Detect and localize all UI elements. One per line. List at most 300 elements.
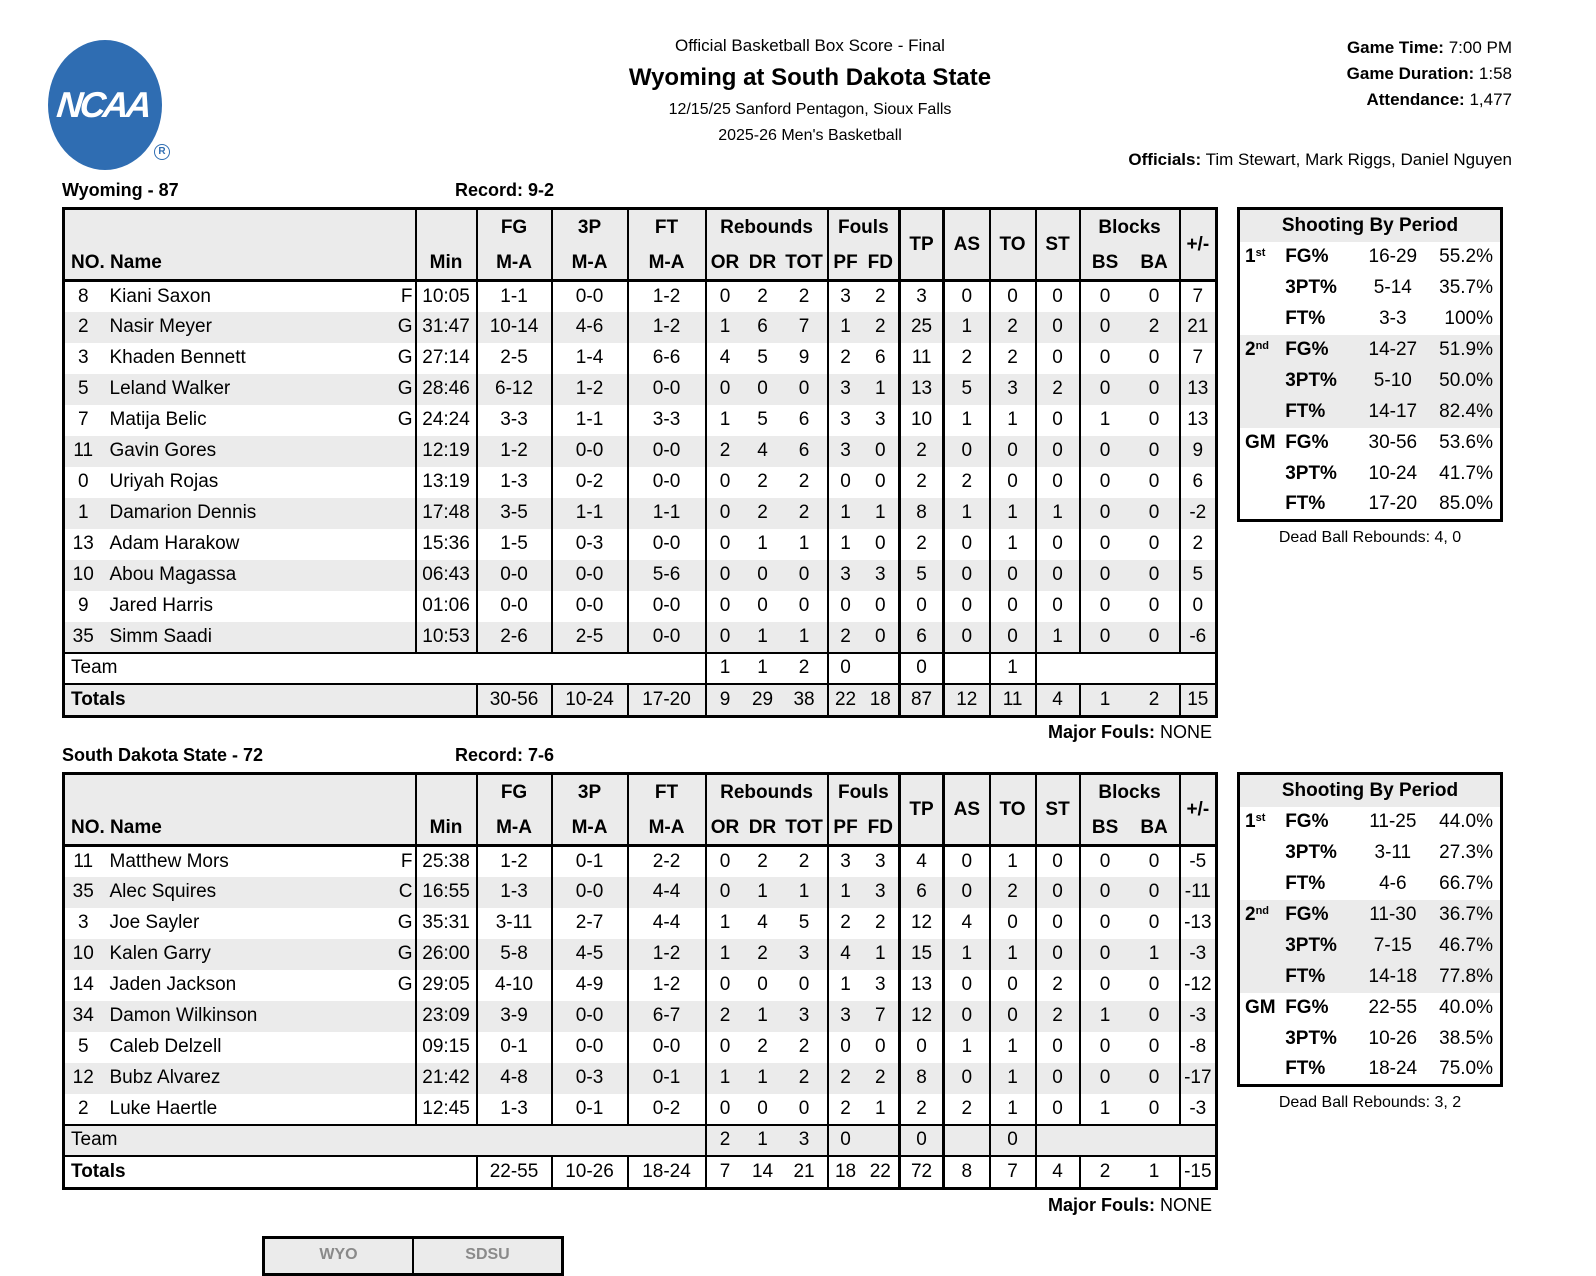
- totals-3p-cell: 10-26: [552, 1156, 628, 1189]
- player-ba-cell: 0: [1130, 374, 1180, 405]
- player-pos-cell: G: [397, 912, 413, 933]
- player-fd-cell: 3: [863, 877, 900, 908]
- column-header-fg: FG: [477, 209, 552, 247]
- column-header-min: Min: [416, 774, 477, 846]
- shooting-stat-label: FT%: [1285, 493, 1326, 515]
- player-fg-cell: 6-12: [477, 374, 552, 405]
- shooting-stat-label: FT%: [1285, 308, 1326, 329]
- player-dr-cell: 2: [744, 498, 782, 529]
- player-tp-cell: 8: [900, 1063, 944, 1094]
- player-dr-cell: 1: [744, 1001, 782, 1032]
- season-label: 2025-26 Men's Basketball: [718, 127, 902, 144]
- major-fouls-label: Major Fouls:: [1047, 1195, 1155, 1215]
- player-pm-cell: 9: [1180, 436, 1217, 467]
- player-fg-cell: 5-8: [477, 939, 552, 970]
- player-to-cell: 2: [990, 877, 1036, 908]
- player-tot-cell: 0: [798, 974, 810, 995]
- player-fg-cell: 1-2: [477, 846, 552, 877]
- player-fd-cell: 6: [875, 347, 886, 368]
- team-as-cell: [944, 1125, 990, 1156]
- player-pos-cell: [380, 1032, 416, 1063]
- totals-tot-cell: 21: [782, 1156, 828, 1189]
- player-or-cell: 0: [706, 467, 744, 498]
- team-tot-cell: 3: [782, 1125, 828, 1156]
- shooting-made-att: 18-24: [1368, 1058, 1418, 1080]
- player-st-cell: 2: [1036, 1001, 1080, 1032]
- player-dr-cell: 2: [757, 1036, 768, 1057]
- player-or-cell: 0: [706, 970, 744, 1001]
- team-dr-cell: 1: [744, 1125, 782, 1156]
- player-to-cell: 1: [990, 846, 1036, 877]
- dead-ball-rebounds-wyoming: Dead Ball Rebounds: 4, 0: [1278, 529, 1462, 546]
- player-tot-cell: 6: [798, 409, 810, 430]
- column-header-ft: FT: [628, 209, 706, 247]
- player-fd-cell: 2: [863, 281, 900, 312]
- player-pm-cell: -3: [1180, 939, 1217, 970]
- player-tp-cell: 15: [900, 939, 944, 970]
- column-subheader-fd: FD: [863, 247, 900, 281]
- player-pm-cell: -13: [1180, 908, 1217, 939]
- player-ba-cell: 0: [1130, 877, 1180, 908]
- player-st-cell: 1: [1036, 498, 1080, 529]
- column-subheader-ma: M-A: [477, 247, 552, 281]
- player-to-cell: 1: [990, 1063, 1036, 1094]
- player-or-cell: 1: [706, 939, 744, 970]
- player-tp-cell: 3: [900, 281, 944, 312]
- player-tp-cell: 6: [900, 877, 944, 908]
- shooting-period-cell: [1239, 490, 1286, 521]
- player-bs-cell: 0: [1080, 970, 1130, 1001]
- player-min-cell: 35:31: [416, 908, 477, 939]
- shooting-period-cell: [1239, 242, 1286, 273]
- player-pos-cell: G: [380, 312, 416, 343]
- player-to-cell: 0: [990, 467, 1036, 498]
- player-bs-cell: 0: [1080, 312, 1130, 343]
- player-name-cell: Joe Sayler: [109, 912, 200, 933]
- player-fd-cell: 3: [863, 846, 900, 877]
- player-pm-cell: 5: [1180, 560, 1217, 591]
- player-tot-cell: 0: [798, 595, 810, 616]
- team-row-label: Team: [64, 1125, 706, 1156]
- totals-st-cell: 4: [1036, 1156, 1080, 1189]
- shooting-made-att: 16-29: [1368, 246, 1418, 267]
- player-pm-cell: -2: [1180, 498, 1217, 529]
- player-ba-cell: 0: [1148, 471, 1160, 492]
- player-ft-cell: 0-0: [628, 529, 706, 560]
- team-to-cell: 0: [990, 1125, 1036, 1156]
- shooting-row: [1239, 869, 1502, 900]
- player-row: [64, 281, 1217, 312]
- player-tp-cell: 6: [900, 622, 944, 653]
- team-blank-cell: [1036, 1125, 1217, 1156]
- shooting-row: [1239, 807, 1502, 838]
- game-time: [1092, 38, 1512, 58]
- player-row: [64, 405, 1217, 436]
- player-pm-cell: -11: [1180, 877, 1217, 908]
- player-no-cell: 11: [64, 436, 102, 467]
- team-dr-cell: 1: [744, 653, 782, 684]
- player-pos-cell: F: [380, 281, 416, 312]
- team-blank-cell: [1036, 653, 1217, 684]
- player-fd-cell: 3: [875, 409, 886, 430]
- player-no-cell: 34: [64, 1001, 102, 1032]
- player-bs-cell: 0: [1080, 591, 1130, 622]
- player-pf-cell: 1: [828, 970, 863, 1001]
- player-p3-cell: 4-9: [552, 970, 628, 1001]
- player-tp-cell: 10: [900, 405, 944, 436]
- player-dr-cell: 1: [744, 1063, 782, 1094]
- player-ba-cell: 0: [1130, 622, 1180, 653]
- player-ba-cell: 0: [1130, 498, 1180, 529]
- player-name-cell: Matthew Mors: [102, 846, 380, 877]
- player-st-cell: 0: [1036, 1094, 1080, 1125]
- player-min-cell: 06:43: [416, 560, 477, 591]
- player-tp-cell: 5: [900, 560, 944, 591]
- column-header-no-name: NO. Name: [64, 209, 416, 281]
- player-bs-cell: 1: [1080, 1094, 1130, 1125]
- totals-to-cell: 11: [990, 684, 1036, 717]
- shooting-title: Shooting By Period: [1239, 209, 1502, 242]
- player-dr-cell: 5: [757, 347, 768, 368]
- player-name-cell: Luke Haertle: [109, 1097, 218, 1119]
- player-pos-cell: [380, 1001, 416, 1032]
- totals-row-label: Totals: [64, 684, 477, 717]
- shooting-stat-label: 3PT%: [1285, 463, 1337, 484]
- totals-tot-cell: 38: [782, 684, 828, 717]
- ncaa-logo-text: NCAA: [54, 84, 152, 125]
- totals-ft-cell: 17-20: [628, 684, 706, 717]
- player-to-cell: 1: [990, 498, 1036, 529]
- player-bs-cell: 0: [1080, 467, 1130, 498]
- team-or-cell: 1: [706, 653, 744, 684]
- player-row: [64, 591, 1217, 622]
- player-fg-cell: 10-14: [477, 312, 552, 343]
- player-row: [64, 560, 1217, 591]
- team-fd-cell: [863, 1125, 900, 1156]
- player-st-cell: 0: [1036, 846, 1080, 877]
- column-subheader-dr: DR: [744, 247, 782, 281]
- player-tp-cell: 2: [900, 529, 944, 560]
- shooting-pct: 100%: [1444, 308, 1493, 329]
- player-name-cell: Khaden Bennett: [109, 347, 246, 368]
- player-name-cell: Jared Harris: [109, 595, 213, 616]
- player-name-cell: Kiani Saxon: [102, 281, 380, 312]
- officials: [912, 150, 1512, 170]
- player-no-cell: 7: [77, 409, 89, 430]
- game-time-label: Game Time:: [1346, 38, 1444, 57]
- team-record: Record: 9-2: [455, 180, 555, 200]
- shooting-stat-label: FT%: [1285, 962, 1352, 993]
- shooting-row: [1239, 397, 1502, 428]
- team-tp-cell: 0: [900, 1125, 944, 1156]
- player-to-cell: 0: [990, 908, 1036, 939]
- player-or-cell: 1: [706, 1063, 744, 1094]
- player-to-cell: 3: [990, 374, 1036, 405]
- player-tp-cell: 25: [900, 312, 944, 343]
- shooting-row: [1239, 1024, 1502, 1055]
- shooting-stat-label: 3PT%: [1285, 842, 1337, 863]
- player-name-cell: Damarion Dennis: [102, 498, 380, 529]
- player-st-cell: 0: [1036, 877, 1080, 908]
- player-st-cell: 0: [1036, 591, 1080, 622]
- totals-fg-cell: 30-56: [477, 684, 552, 717]
- shooting-stat-label: 3PT%: [1285, 1028, 1337, 1049]
- player-tp-cell: 12: [900, 908, 944, 939]
- player-as-cell: 1: [944, 405, 990, 436]
- player-ba-cell: 0: [1148, 409, 1160, 430]
- player-dr-cell: 0: [757, 974, 768, 995]
- shooting-made-att: 14-18: [1352, 962, 1433, 993]
- shooting-pct: 41.7%: [1439, 463, 1493, 484]
- player-name-cell: Damon Wilkinson: [102, 1001, 380, 1032]
- shooting-pct: 82.4%: [1433, 397, 1501, 428]
- player-dr-cell: 1: [744, 877, 782, 908]
- shooting-pct: 35.7%: [1439, 277, 1493, 298]
- player-fg-cell: 4-10: [477, 970, 552, 1001]
- column-header-ft: FT: [628, 774, 706, 812]
- player-ft-cell: 0-1: [628, 1063, 706, 1094]
- player-ft-cell: 1-2: [628, 939, 706, 970]
- player-as-cell: 0: [944, 436, 990, 467]
- column-header-3p: 3P: [552, 209, 628, 247]
- player-bs-cell: 0: [1080, 281, 1130, 312]
- column-header-fg: FG: [477, 774, 552, 812]
- column-subheader-ma: M-A: [628, 812, 706, 846]
- shooting-period-cell: [1239, 962, 1286, 993]
- player-ft-cell: 1-2: [628, 970, 706, 1001]
- player-ba-cell: 0: [1130, 1063, 1180, 1094]
- player-or-cell: 0: [706, 877, 744, 908]
- player-or-cell: 4: [706, 343, 744, 374]
- player-name-cell: Bubz Alvarez: [102, 1063, 380, 1094]
- player-pos-cell: G: [380, 939, 416, 970]
- player-st-cell: 0: [1036, 436, 1080, 467]
- player-fg-cell: 1-1: [477, 281, 552, 312]
- player-to-cell: 1: [990, 529, 1036, 560]
- officials-label: Officials:: [1128, 150, 1202, 169]
- shooting-made-att: 5-10: [1352, 366, 1433, 397]
- player-ba-cell: 0: [1130, 281, 1180, 312]
- shooting-stat-label: FG%: [1285, 997, 1329, 1018]
- shooting-made-att: 30-56: [1368, 432, 1418, 453]
- player-fg-cell: 2-6: [477, 622, 552, 653]
- player-as-cell: 0: [944, 1063, 990, 1094]
- player-p3-cell: 4-6: [552, 312, 628, 343]
- shooting-made-att: 11-30: [1352, 900, 1433, 931]
- player-as-cell: 0: [944, 970, 990, 1001]
- player-tp-cell: 2: [900, 1094, 944, 1125]
- totals-or-cell: 9: [706, 684, 744, 717]
- column-subheader-ma: M-A: [477, 812, 552, 846]
- player-fg-cell: 4-8: [477, 1063, 552, 1094]
- game-venue: 12/15/25 Sanford Pentagon, Sioux Falls: [668, 101, 952, 118]
- column-subheader-ma: M-A: [552, 247, 628, 281]
- player-fg-cell: 1-3: [477, 1094, 552, 1125]
- player-pf-cell: 3: [828, 374, 863, 405]
- player-no-cell: 3: [77, 347, 89, 368]
- player-as-cell: 0: [944, 281, 990, 312]
- shooting-made-att: 14-17: [1352, 397, 1433, 428]
- player-row: [64, 908, 1217, 939]
- column-header-fouls: Fouls: [828, 774, 900, 812]
- player-row: [64, 312, 1217, 343]
- player-tot-cell: 6: [782, 436, 828, 467]
- player-name-cell: Adam Harakow: [109, 533, 240, 554]
- player-dr-cell: 0: [757, 595, 768, 616]
- column-header-tp: TP: [900, 209, 944, 281]
- player-fd-cell: 2: [863, 312, 900, 343]
- player-tp-cell: 8: [900, 498, 944, 529]
- player-to-cell: 2: [990, 343, 1036, 374]
- shooting-made-att: 10-26: [1368, 1028, 1418, 1049]
- player-pm-cell: -5: [1180, 846, 1217, 877]
- player-row: [64, 622, 1217, 653]
- player-fg-cell: 3-5: [477, 498, 552, 529]
- totals-ft-cell: 18-24: [628, 1156, 706, 1189]
- player-bs-cell: 0: [1080, 1032, 1130, 1063]
- player-fg-cell: 3-3: [477, 405, 552, 436]
- shooting-row: [1239, 931, 1502, 962]
- player-no-cell: 35: [64, 877, 102, 908]
- shooting-period-cell: [1239, 459, 1286, 490]
- player-to-cell: 0: [990, 622, 1036, 653]
- shooting-pct: 77.8%: [1433, 962, 1501, 993]
- player-as-cell: 0: [944, 877, 990, 908]
- player-pf-cell: 0: [828, 591, 863, 622]
- shooting-stat-label: 3PT%: [1285, 931, 1352, 962]
- player-as-cell: 0: [944, 846, 990, 877]
- ncaa-logo: [48, 40, 168, 174]
- player-tot-cell: 0: [798, 1097, 810, 1119]
- shooting-made-att: 3-11: [1374, 842, 1412, 863]
- player-fd-cell: 2: [875, 912, 886, 933]
- player-p3-cell: 0-0: [552, 591, 628, 622]
- column-subheader-tot: TOT: [782, 812, 828, 846]
- player-ba-cell: 0: [1148, 347, 1160, 368]
- player-name-cell: Gavin Gores: [102, 436, 380, 467]
- report-type: Official Basketball Box Score - Final: [675, 36, 945, 55]
- player-pf-cell: 2: [828, 1063, 863, 1094]
- player-ft-cell: 0-0: [628, 622, 706, 653]
- player-no-cell: 2: [64, 312, 102, 343]
- shooting-title-row: [1239, 774, 1502, 807]
- player-tot-cell: 1: [798, 533, 810, 554]
- player-ft-cell: 6-6: [628, 343, 706, 374]
- player-fd-cell: 2: [863, 1063, 900, 1094]
- team-row: [64, 653, 1217, 684]
- player-no-cell: 3: [77, 912, 89, 933]
- player-pm-cell: 21: [1180, 312, 1217, 343]
- column-subheader-ba: BA: [1130, 247, 1180, 281]
- player-bs-cell: 0: [1080, 436, 1130, 467]
- column-subheader-bs: BS: [1080, 247, 1130, 281]
- player-dr-cell: 2: [744, 281, 782, 312]
- shooting-row: [1239, 366, 1502, 397]
- player-pm-cell: -8: [1180, 1032, 1217, 1063]
- player-row: [64, 436, 1217, 467]
- player-bs-cell: 0: [1080, 374, 1130, 405]
- column-subheader-or: OR: [706, 247, 744, 281]
- player-tp-cell: 2: [900, 436, 944, 467]
- player-tp-cell: 0: [900, 1032, 944, 1063]
- shooting-row: [1239, 459, 1502, 490]
- column-header-3p: 3P: [552, 774, 628, 812]
- shooting-period-sup: st: [1255, 247, 1266, 259]
- player-dr-cell: 2: [744, 846, 782, 877]
- shooting-period-cell: [1239, 993, 1286, 1024]
- player-no-cell: 0: [77, 471, 89, 492]
- column-header-to: TO: [990, 774, 1036, 846]
- player-no-cell: 9: [77, 595, 89, 616]
- shooting-period-cell: [1239, 304, 1286, 335]
- column-header-tp: TP: [900, 774, 944, 846]
- player-pf-cell: 3: [828, 1001, 863, 1032]
- column-subheader-bs: BS: [1080, 812, 1130, 846]
- player-dr-cell: 5: [757, 409, 768, 430]
- player-ft-cell: 1-2: [628, 281, 706, 312]
- shooting-period-cell: [1239, 807, 1286, 838]
- player-pm-cell: 6: [1180, 467, 1217, 498]
- player-st-cell: 0: [1036, 312, 1080, 343]
- shooting-row: [1239, 900, 1502, 931]
- player-pf-cell: 3: [828, 846, 863, 877]
- player-st-cell: 0: [1036, 467, 1080, 498]
- shooting-period-num: 2: [1245, 339, 1256, 360]
- player-tot-cell: 2: [798, 1036, 810, 1057]
- shooting-made-att: 4-6: [1379, 873, 1407, 894]
- column-header-no-name: NO. Name: [64, 774, 416, 846]
- column-header-st: ST: [1036, 774, 1080, 846]
- player-pm-cell: -12: [1180, 970, 1217, 1001]
- player-tot-cell: 7: [782, 312, 828, 343]
- game-duration-value: 1:58: [1478, 64, 1512, 83]
- player-fg-cell: 2-5: [477, 343, 552, 374]
- player-ft-cell: 4-4: [628, 908, 706, 939]
- player-fg-cell: 0-0: [477, 591, 552, 622]
- player-p3-cell: 0-0: [552, 560, 628, 591]
- player-pos-cell: [380, 560, 416, 591]
- player-tot-cell: 0: [782, 560, 828, 591]
- player-st-cell: 0: [1036, 529, 1080, 560]
- player-ft-cell: 0-0: [628, 1032, 706, 1063]
- shooting-made-att: 14-27: [1352, 335, 1433, 366]
- shooting-pct: 38.5%: [1439, 1028, 1493, 1049]
- player-pos-cell: G: [397, 409, 413, 430]
- totals-fd-cell: 18: [863, 684, 900, 717]
- column-subheader-fd: FD: [863, 812, 900, 846]
- player-pos-cell: [380, 591, 416, 622]
- player-ft-cell: 0-0: [628, 374, 706, 405]
- shooting-row: [1239, 428, 1502, 459]
- player-name-cell: Alec Squires: [102, 877, 380, 908]
- column-header-blocks: Blocks: [1080, 774, 1180, 812]
- shooting-title: Shooting By Period: [1239, 774, 1502, 807]
- shooting-period-sup: nd: [1255, 905, 1270, 917]
- column-subheader-tot: TOT: [782, 247, 828, 281]
- shooting-pct: 44.0%: [1439, 811, 1493, 832]
- player-pf-cell: 2: [828, 1094, 863, 1125]
- player-to-cell: 1: [990, 405, 1036, 436]
- column-subheader-or: OR: [706, 812, 744, 846]
- totals-to-cell: 7: [990, 1156, 1036, 1189]
- player-min-cell: 27:14: [416, 343, 477, 374]
- shooting-period-cell: [1239, 428, 1286, 459]
- player-or-cell: 0: [706, 374, 744, 405]
- player-bs-cell: 0: [1080, 622, 1130, 653]
- player-dr-cell: 4: [757, 912, 768, 933]
- player-pos-cell: [380, 1094, 416, 1125]
- player-pos-cell: [380, 529, 416, 560]
